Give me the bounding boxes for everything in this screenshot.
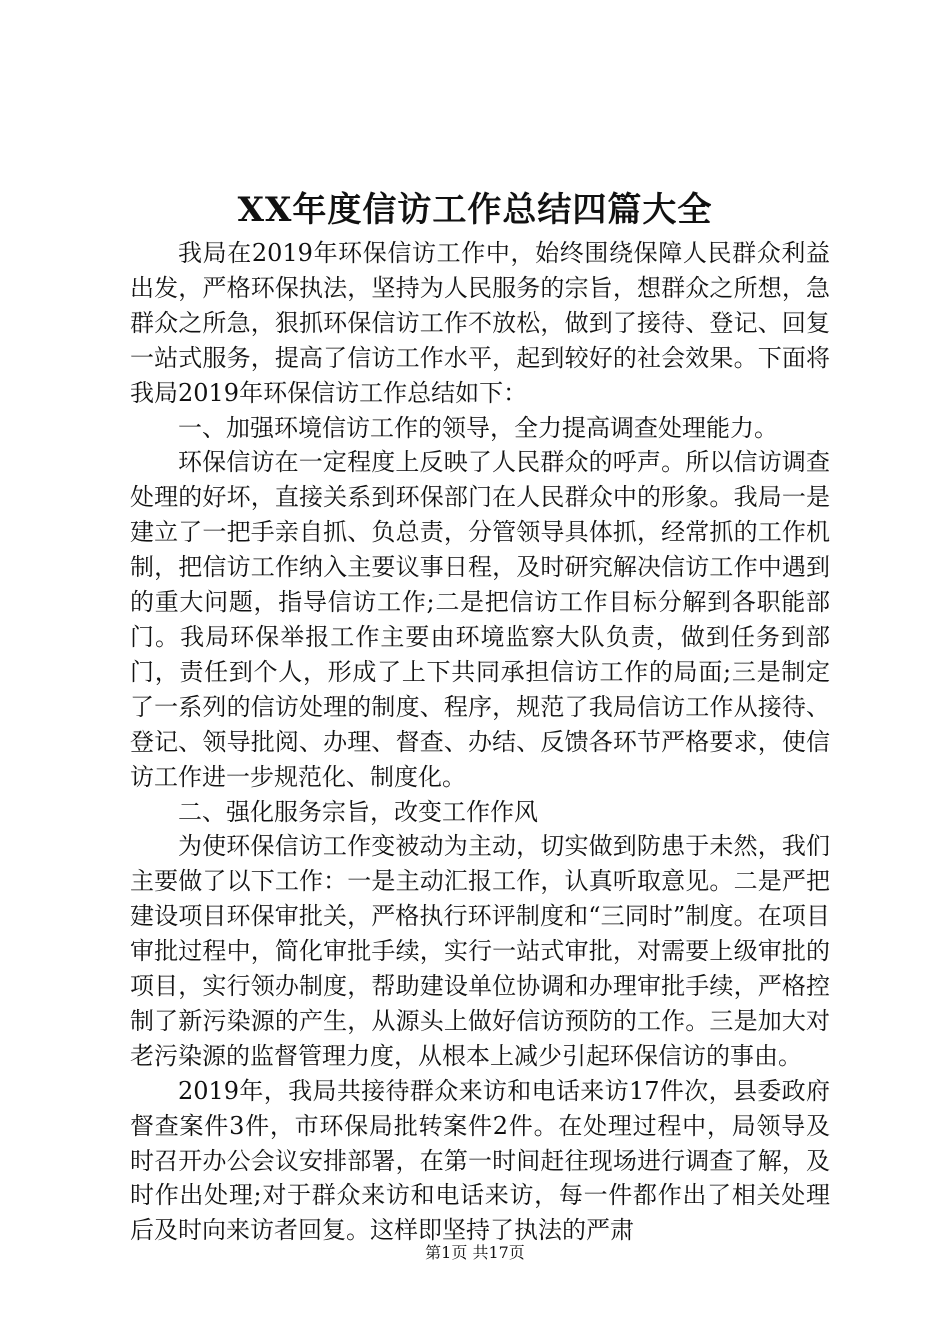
document-body (130, 236, 830, 1248)
paragraph-section-1: 环保信访在一定程度上反映了人民群众的呼声。所以信访调查处理的好坏，直接关系到环保部门在人民群众中的形象。我局一是建立了一把手亲自抓、负总责，分管领导具体抓，经常抓的工作机制，把信访工作纳入主要议事日程，及时研究解决信访工作中遇到的重大问题，指导信访工作;二是把信访工作目标分解到各职能部门。我局环保举报工作主要由环境监察大队负责，做到任务到部门，责任到个人，形成了上下共同承担信访工作的局面;三是制定了一系列的信访处理的制度、程序，规范了我局信访工作从接待、登记、领导批阅、办理、督查、办结、反馈各环节严格要求，使信访工作进一步规范化、制度化。 (130, 448, 830, 791)
document-title: XX年度信访工作总结四篇大全 (237, 190, 713, 230)
paragraph-intro: 我局在2019年环保信访工作中，始终围绕保障人民群众利益出发，严格环保执法，坚持为人民服务的宗旨，想群众之所想，急群众之所急，狠抓环保信访工作不放松，做到了接待、登记、回复一站式服务，提高了信访工作水平，起到较好的社会效果。下面将我局2019年环保信访工作总结如下： (130, 239, 830, 407)
page-number-footer: 第1页 共17页 (425, 1243, 525, 1262)
paragraph-statistics: 2019年，我局共接待群众来访和电话来访17件次，县委政府督查案件3件，市环保局批转案件2件。在处理过程中，局领导及时召开办公会议安排部署，在第一时间赶往现场进行调查了解，及时作出处理;对于群众来访和电话来访，每一件都作出了相关处理后及时向来访者回复。这样即坚持了执法的严肃 (130, 1076, 830, 1245)
heading-section-1: 一、加强环境信访工作的领导，全力提高调查处理能力。 (178, 413, 778, 442)
paragraph-section-2: 为使环保信访工作变被动为主动，切实做到防患于未然，我们主要做了以下工作：一是主动汇报工作，认真听取意见。二是严把建设项目环保审批关，严格执行环评制度和“三同时”制度。在项目审批过程中，简化审批手续，实行一站式审批，对需要上级审批的项目，实行领办制度，帮助建设单位协调和办理审批手续，严格控制了新污染源的产生，从源头上做好信访预防的工作。三是加大对老污染源的监督管理力度，从根本上减少引起环保信访的事由。 (130, 832, 830, 1070)
heading-section-2: 二、强化服务宗旨，改变工作作风 (178, 797, 538, 826)
